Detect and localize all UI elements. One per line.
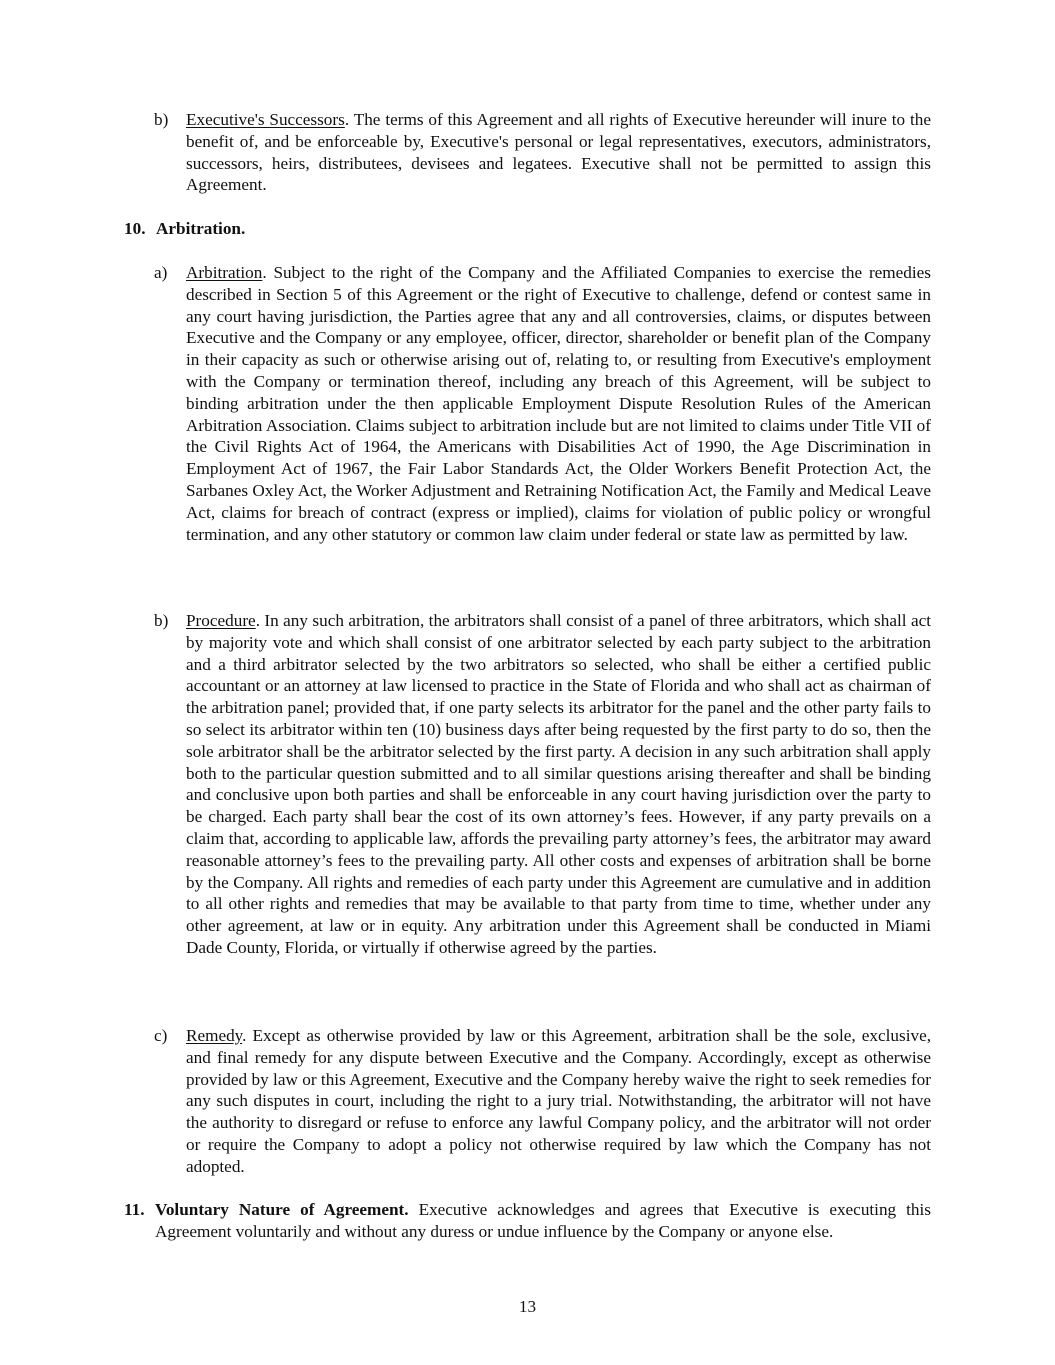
subsection-marker: b) bbox=[154, 611, 169, 630]
section-10a-paragraph bbox=[154, 262, 931, 545]
subsection-title: Executive's Successors bbox=[186, 110, 345, 129]
section-9b-paragraph bbox=[154, 109, 931, 196]
section-title: Voluntary Nature of Agreement. bbox=[155, 1200, 409, 1219]
section-text: Executive acknowledges and agrees that Executive is executing this Agreement voluntarily and without any duress or undue influence by the Company or anyone else. bbox=[155, 1200, 931, 1241]
page-number: 13 bbox=[518, 1297, 537, 1316]
section-10-heading bbox=[124, 218, 245, 240]
subsection-marker: c) bbox=[154, 1026, 168, 1045]
subsection-marker: b) bbox=[154, 110, 169, 129]
subsection-text: . Subject to the right of the Company and the Affiliated Companies to exercise the remedies described in Section 5 of this Agreement or the right of Executive to challenge, defend or contest same in any court having jurisdiction, the Parties agree that any and all controversies, claims, or disputes between Executive and the Company or any employee, officer, director, shareholder or benefit plan of the Company in their capacity as such or otherwise arising out of, relating to, or resulting from Executive's employment with the Company or termination thereof, including any breach of this Agreement, will be subject to binding arbitration under the then applicable Employment Dispute Resolution Rules of the American Arbitration Association. Claims subject to arbitration include but are not limited to claims under Title VII of the Civil Rights Act of 1964, the Americans with Disabilities Act of 1990, the Age Discrimination in Employment Act of 1967, the Fair Labor Standards Act, the Older Workers Benefit Protection Act, the Sarbanes Oxley Act, the Worker Adjustment and Retraining Notification Act, the Family and Medical Leave Act, claims for breach of contract (express or implied), claims for violation of public policy or wrongful termination, and any other statutory or common law claim under federal or state law as permitted by law. bbox=[186, 263, 931, 544]
subsection-text: . The terms of this Agreement and all rights of Executive hereunder will inure to the benefit of, and be enforceable by, Executive's personal or legal representatives, executors, administrators, successors, heirs, distributees, devisees and legatees. Executive shall not be permitted to assign this Agreement. bbox=[186, 110, 931, 195]
section-number: 11. bbox=[124, 1200, 145, 1219]
section-10b-paragraph bbox=[154, 610, 931, 959]
subsection-text: . In any such arbitration, the arbitrators shall consist of a panel of three arbitrators, which shall act by majority vote and which shall consist of one arbitrator selected by each party subject to the arbitration and a third arbitrator selected by the two arbitrators so selected, who shall be either a certified public accountant or an attorney at law licensed to practice in the State of Florida and who shall act as chairman of the arbitration panel; provided that, if one party selects its arbitrator for the panel and the other party fails to so select its arbitrator within ten (10) business days after being requested by the first party to do so, then the sole arbitrator shall be the arbitrator selected by the first party. A decision in any such arbitration shall apply both to the particular question submitted and to all similar questions arising thereafter and shall be binding and conclusive upon both parties and shall be enforceable in any court having jurisdiction over the party to be charged. Each party shall bear the cost of its own attorney’s fees. However, if any party prevails on a claim that, according to applicable law, affords the prevailing party attorney’s fees, the arbitrator may award reasonable attorney’s fees to the prevailing party. All other costs and expenses of arbitration shall be borne by the Company. All rights and remedies of each party under this Agreement are cumulative and in addition to all other rights and remedies that may be available to that party from time to time, whether under any other agreement, at law or in equity. Any arbitration under this Agreement shall be conducted in Miami Dade County, Florida, or virtually if otherwise agreed by the parties. bbox=[186, 611, 931, 957]
section-title: Arbitration. bbox=[156, 219, 246, 238]
subsection-text: . Except as otherwise provided by law or this Agreement, arbitration shall be the sole, exclusive, and final remedy for any dispute between Executive and the Company. Accordingly, except as otherwise provided by law or this Agreement, Executive and the Company hereby waive the right to seek remedies for any such disputes in court, including the right to a jury trial. Notwithstanding, the arbitrator will not have the authority to disregard or refuse to enforce any lawful Company policy, and the arbitrator will not order or require the Company to adopt a policy not otherwise required by law which the Company has not adopted. bbox=[186, 1026, 931, 1176]
section-10c-paragraph bbox=[154, 1025, 931, 1178]
subsection-title: Procedure bbox=[186, 611, 256, 630]
section-11-paragraph bbox=[124, 1199, 931, 1243]
section-number: 10. bbox=[124, 219, 146, 238]
subsection-title: Remedy bbox=[186, 1026, 243, 1045]
subsection-title: Arbitration bbox=[186, 263, 263, 282]
subsection-marker: a) bbox=[154, 263, 168, 282]
